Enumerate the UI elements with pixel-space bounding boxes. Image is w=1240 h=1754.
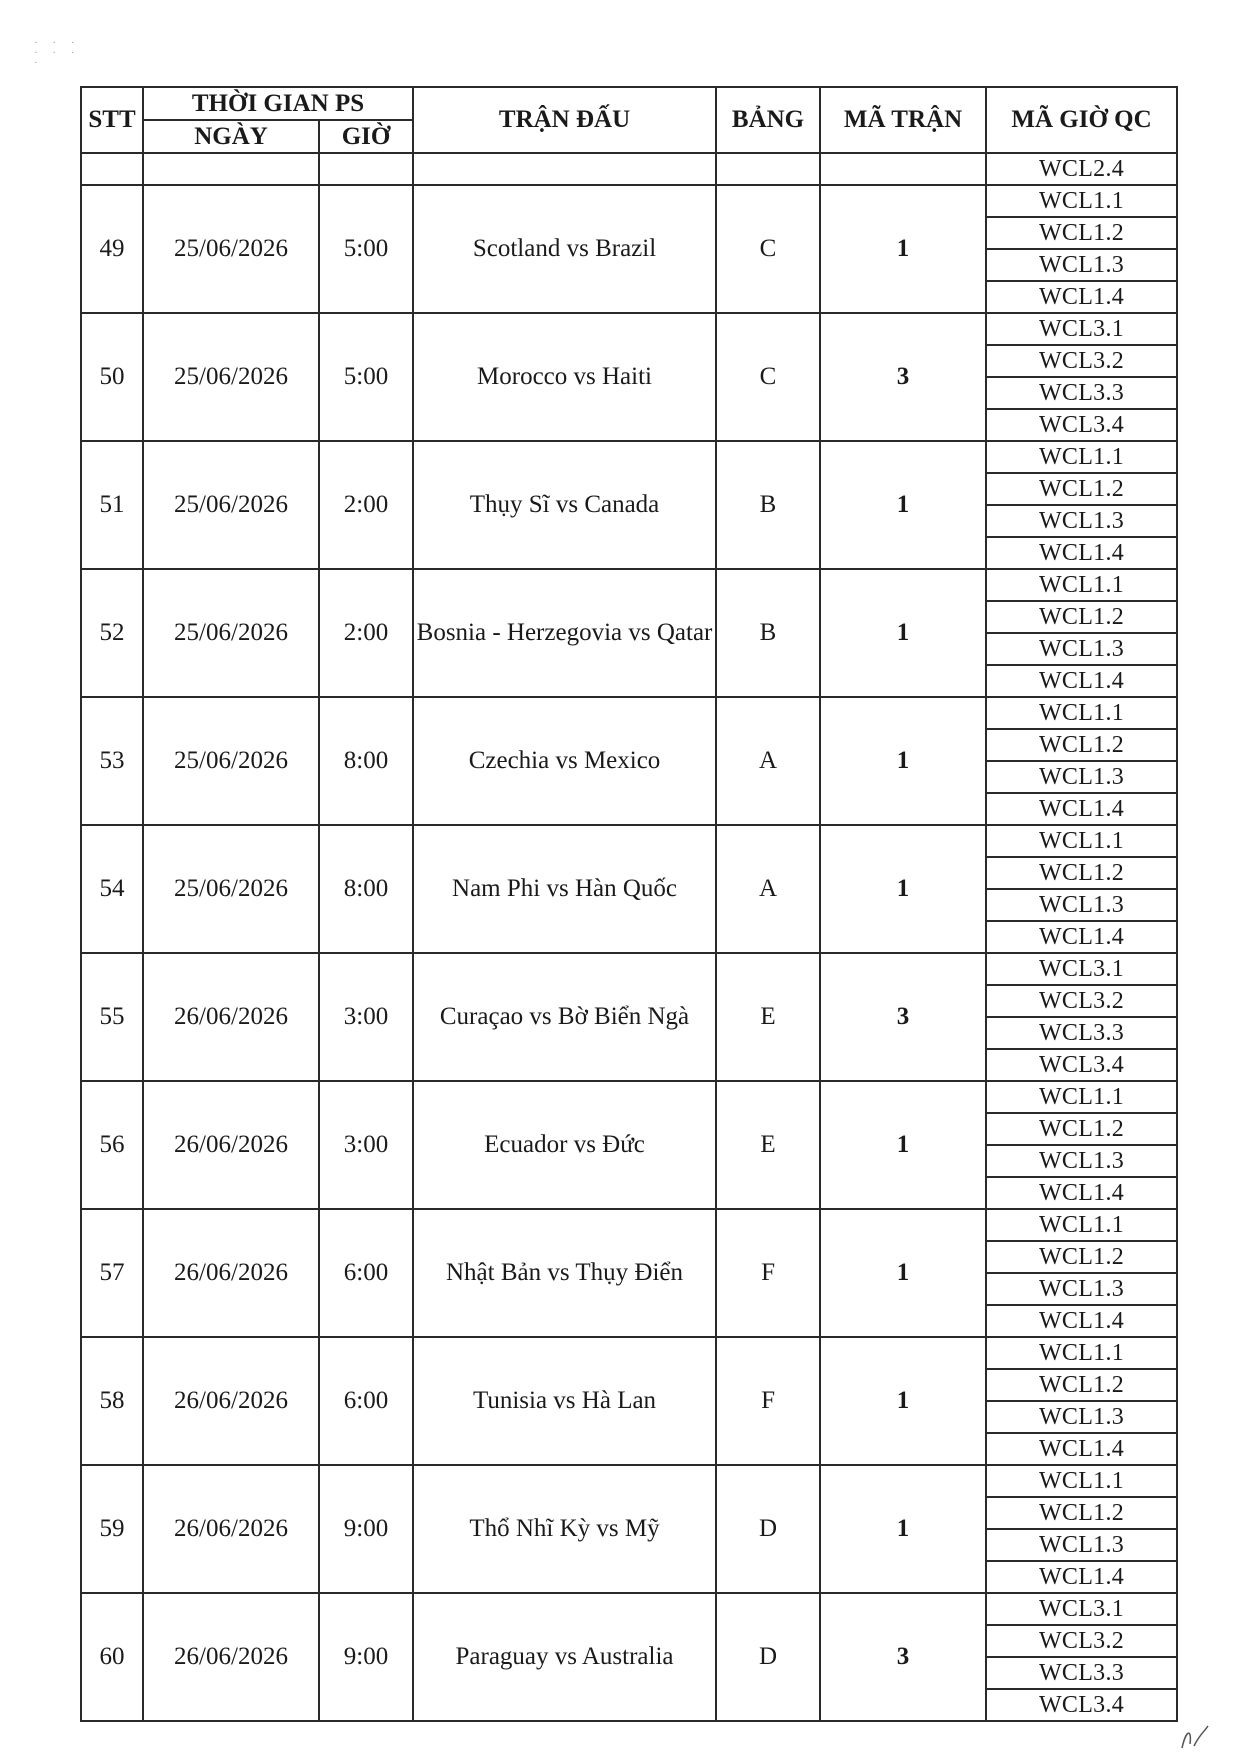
match-code-cell: 3 bbox=[820, 313, 986, 441]
ad-code-cell: WCL1.1 bbox=[986, 825, 1177, 857]
match-code-cell: 1 bbox=[820, 1337, 986, 1465]
header-stt: STT bbox=[81, 87, 143, 153]
match-cell: Morocco vs Haiti bbox=[413, 313, 716, 441]
ad-code-cell: WCL1.2 bbox=[986, 1497, 1177, 1529]
stt-cell: 52 bbox=[81, 569, 143, 697]
date-cell: 25/06/2026 bbox=[143, 569, 319, 697]
time-cell: 6:00 bbox=[319, 1209, 413, 1337]
ad-code-cell: WCL1.1 bbox=[986, 1081, 1177, 1113]
time-cell: 2:00 bbox=[319, 569, 413, 697]
ad-code-cell: WCL3.1 bbox=[986, 313, 1177, 345]
stt-cell: 60 bbox=[81, 1593, 143, 1721]
time-cell: 5:00 bbox=[319, 185, 413, 313]
date-cell: 26/06/2026 bbox=[143, 1209, 319, 1337]
table-row bbox=[81, 1465, 1177, 1497]
match-code-cell: 1 bbox=[820, 825, 986, 953]
ad-code-cell: WCL1.4 bbox=[986, 537, 1177, 569]
match-cell: Ecuador vs Đức bbox=[413, 1081, 716, 1209]
time-cell: 5:00 bbox=[319, 313, 413, 441]
ad-code-cell: WCL1.1 bbox=[986, 569, 1177, 601]
ad-code-cell: WCL1.1 bbox=[986, 697, 1177, 729]
group-cell: C bbox=[716, 313, 820, 441]
ad-code-cell: WCL3.2 bbox=[986, 1625, 1177, 1657]
ad-code-cell: WCL3.2 bbox=[986, 985, 1177, 1017]
group-cell: C bbox=[716, 185, 820, 313]
time-cell: 2:00 bbox=[319, 441, 413, 569]
ad-code-cell: WCL1.4 bbox=[986, 1177, 1177, 1209]
header-ad-code: MÃ GIỜ QC bbox=[986, 87, 1177, 153]
date-cell: 26/06/2026 bbox=[143, 1081, 319, 1209]
carryover-empty-cell bbox=[820, 153, 986, 185]
match-code-cell: 1 bbox=[820, 441, 986, 569]
match-cell: Paraguay vs Australia bbox=[413, 1593, 716, 1721]
match-cell: Nam Phi vs Hàn Quốc bbox=[413, 825, 716, 953]
ad-code-cell: WCL1.2 bbox=[986, 1369, 1177, 1401]
match-cell: Tunisia vs Hà Lan bbox=[413, 1337, 716, 1465]
table-row bbox=[81, 953, 1177, 985]
carryover-empty-cell bbox=[81, 153, 143, 185]
time-cell: 9:00 bbox=[319, 1465, 413, 1593]
match-cell: Thụy Sĩ vs Canada bbox=[413, 441, 716, 569]
time-cell: 3:00 bbox=[319, 1081, 413, 1209]
table-row bbox=[81, 1209, 1177, 1241]
date-cell: 26/06/2026 bbox=[143, 1593, 319, 1721]
header-match: TRẬN ĐẤU bbox=[413, 87, 716, 153]
ad-code-cell: WCL1.2 bbox=[986, 857, 1177, 889]
group-cell: A bbox=[716, 825, 820, 953]
stt-cell: 56 bbox=[81, 1081, 143, 1209]
group-cell: D bbox=[716, 1465, 820, 1593]
time-cell: 8:00 bbox=[319, 697, 413, 825]
ad-code-cell: WCL3.3 bbox=[986, 377, 1177, 409]
ad-code-cell: WCL1.2 bbox=[986, 601, 1177, 633]
stt-cell: 53 bbox=[81, 697, 143, 825]
match-code-cell: 1 bbox=[820, 697, 986, 825]
table-row bbox=[81, 313, 1177, 345]
broadcast-schedule-table bbox=[80, 86, 1178, 1722]
group-cell: F bbox=[716, 1209, 820, 1337]
match-cell: Bosnia - Herzegovia vs Qatar bbox=[413, 569, 716, 697]
ad-code-cell: WCL1.1 bbox=[986, 441, 1177, 473]
stt-cell: 55 bbox=[81, 953, 143, 1081]
date-cell: 26/06/2026 bbox=[143, 953, 319, 1081]
scan-speckle: · · · · · · · bbox=[34, 37, 81, 69]
stt-cell: 58 bbox=[81, 1337, 143, 1465]
ad-code-cell: WCL1.4 bbox=[986, 281, 1177, 313]
carryover-row bbox=[81, 153, 1177, 185]
group-cell: E bbox=[716, 953, 820, 1081]
date-cell: 26/06/2026 bbox=[143, 1337, 319, 1465]
ad-code-cell: WCL1.2 bbox=[986, 1113, 1177, 1145]
carryover-empty-cell bbox=[143, 153, 319, 185]
ad-code-cell: WCL1.3 bbox=[986, 505, 1177, 537]
header-match-code: MÃ TRẬN bbox=[820, 87, 986, 153]
table-row bbox=[81, 185, 1177, 217]
ad-code-cell: WCL1.1 bbox=[986, 1337, 1177, 1369]
table-row bbox=[81, 1593, 1177, 1625]
group-cell: B bbox=[716, 441, 820, 569]
ad-code-cell: WCL3.3 bbox=[986, 1657, 1177, 1689]
ad-code-cell: WCL1.4 bbox=[986, 793, 1177, 825]
ad-code-cell: WCL1.1 bbox=[986, 185, 1177, 217]
stt-cell: 57 bbox=[81, 1209, 143, 1337]
match-code-cell: 1 bbox=[820, 185, 986, 313]
group-cell: D bbox=[716, 1593, 820, 1721]
group-cell: F bbox=[716, 1337, 820, 1465]
ad-code-cell: WCL1.2 bbox=[986, 217, 1177, 249]
ad-code-cell: WCL1.2 bbox=[986, 729, 1177, 761]
match-code-cell: 1 bbox=[820, 1081, 986, 1209]
time-cell: 8:00 bbox=[319, 825, 413, 953]
date-cell: 26/06/2026 bbox=[143, 1465, 319, 1593]
match-cell: Curaçao vs Bờ Biển Ngà bbox=[413, 953, 716, 1081]
date-cell: 25/06/2026 bbox=[143, 697, 319, 825]
stt-cell: 59 bbox=[81, 1465, 143, 1593]
stt-cell: 49 bbox=[81, 185, 143, 313]
ad-code-cell: WCL1.3 bbox=[986, 761, 1177, 793]
table-row bbox=[81, 441, 1177, 473]
ad-code-cell: WCL1.4 bbox=[986, 1305, 1177, 1337]
ad-code-cell: WCL1.4 bbox=[986, 665, 1177, 697]
header-group: BẢNG bbox=[716, 87, 820, 153]
time-cell: 9:00 bbox=[319, 1593, 413, 1721]
ad-code-cell: WCL1.3 bbox=[986, 889, 1177, 921]
carryover-ad-code: WCL2.4 bbox=[986, 153, 1177, 185]
stt-cell: 50 bbox=[81, 313, 143, 441]
ad-code-cell: WCL3.4 bbox=[986, 409, 1177, 441]
ad-code-cell: WCL1.2 bbox=[986, 473, 1177, 505]
ad-code-cell: WCL1.3 bbox=[986, 1529, 1177, 1561]
ad-code-cell: WCL1.3 bbox=[986, 1273, 1177, 1305]
ad-code-cell: WCL1.1 bbox=[986, 1465, 1177, 1497]
ad-code-cell: WCL1.3 bbox=[986, 1401, 1177, 1433]
table-row bbox=[81, 1081, 1177, 1113]
date-cell: 25/06/2026 bbox=[143, 441, 319, 569]
header-time: GIỜ bbox=[319, 120, 413, 153]
table-header bbox=[81, 87, 1177, 153]
ad-code-cell: WCL1.3 bbox=[986, 249, 1177, 281]
match-cell: Scotland vs Brazil bbox=[413, 185, 716, 313]
ad-code-cell: WCL1.1 bbox=[986, 1209, 1177, 1241]
carryover-empty-cell bbox=[319, 153, 413, 185]
match-cell: Czechia vs Mexico bbox=[413, 697, 716, 825]
time-cell: 3:00 bbox=[319, 953, 413, 1081]
match-code-cell: 3 bbox=[820, 953, 986, 1081]
header-date: NGÀY bbox=[143, 120, 319, 153]
group-cell: A bbox=[716, 697, 820, 825]
table-row bbox=[81, 569, 1177, 601]
table-body bbox=[81, 153, 1177, 1721]
ad-code-cell: WCL3.3 bbox=[986, 1017, 1177, 1049]
match-code-cell: 1 bbox=[820, 569, 986, 697]
table-row bbox=[81, 1337, 1177, 1369]
match-cell: Nhật Bản vs Thụy Điển bbox=[413, 1209, 716, 1337]
ad-code-cell: WCL3.4 bbox=[986, 1689, 1177, 1721]
time-cell: 6:00 bbox=[319, 1337, 413, 1465]
ad-code-cell: WCL1.2 bbox=[986, 1241, 1177, 1273]
date-cell: 25/06/2026 bbox=[143, 313, 319, 441]
match-code-cell: 1 bbox=[820, 1465, 986, 1593]
date-cell: 25/06/2026 bbox=[143, 185, 319, 313]
handwritten-mark bbox=[1178, 1722, 1218, 1750]
ad-code-cell: WCL1.3 bbox=[986, 633, 1177, 665]
stt-cell: 51 bbox=[81, 441, 143, 569]
ad-code-cell: WCL1.4 bbox=[986, 921, 1177, 953]
stt-cell: 54 bbox=[81, 825, 143, 953]
ad-code-cell: WCL3.2 bbox=[986, 345, 1177, 377]
table-row bbox=[81, 825, 1177, 857]
match-cell: Thổ Nhĩ Kỳ vs Mỹ bbox=[413, 1465, 716, 1593]
date-cell: 25/06/2026 bbox=[143, 825, 319, 953]
carryover-empty-cell bbox=[716, 153, 820, 185]
header-time-group: THỜI GIAN PS bbox=[143, 87, 413, 120]
match-code-cell: 3 bbox=[820, 1593, 986, 1721]
table-row bbox=[81, 697, 1177, 729]
match-code-cell: 1 bbox=[820, 1209, 986, 1337]
carryover-empty-cell bbox=[413, 153, 716, 185]
ad-code-cell: WCL1.4 bbox=[986, 1433, 1177, 1465]
ad-code-cell: WCL3.1 bbox=[986, 953, 1177, 985]
ad-code-cell: WCL3.4 bbox=[986, 1049, 1177, 1081]
group-cell: B bbox=[716, 569, 820, 697]
group-cell: E bbox=[716, 1081, 820, 1209]
ad-code-cell: WCL3.1 bbox=[986, 1593, 1177, 1625]
ad-code-cell: WCL1.3 bbox=[986, 1145, 1177, 1177]
ad-code-cell: WCL1.4 bbox=[986, 1561, 1177, 1593]
